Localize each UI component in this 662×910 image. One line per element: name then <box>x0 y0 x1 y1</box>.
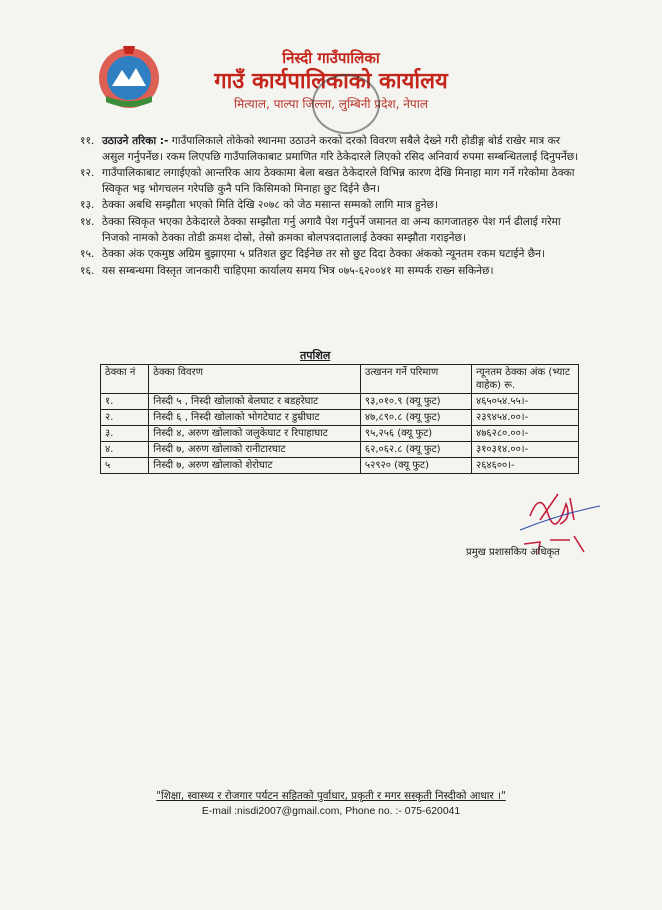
clause-number: १३. <box>80 199 95 212</box>
clause-item <box>80 198 580 214</box>
clause-list <box>80 134 580 280</box>
page-footer <box>0 788 662 820</box>
column-header: उत्खनन गर्ने परिमाण <box>360 365 471 394</box>
table-cell: ४७६२८०.००।- <box>472 426 579 442</box>
clause-label: उठाउने तरिका :- <box>102 135 169 147</box>
table-cell: ५२९२० (क्यू फुट) <box>360 458 471 474</box>
table-cell: २. <box>101 410 149 426</box>
table-row <box>101 426 579 442</box>
clause-number: १५. <box>80 248 95 261</box>
clause-number: १४. <box>80 215 95 228</box>
clause-item <box>80 215 580 246</box>
table-cell: निस्दी ६ , निस्दी खोलाको भोगटेघाट र डुम्रीघाट <box>149 410 361 426</box>
clause-number: १२. <box>80 167 95 180</box>
clause-text: ठेक्का स्विकृत भएका ठेकेदारले ठेक्का सम्झौता गर्नु अगावै पेश गर्नुपर्ने जमानत वा अन्य कागजातहरु पेश गर्न ढीलाई गरेमा निजको नामको ठेक्का तोडी क्रमश दोस्रो, तेस्रो क्रमका बोलपत्रदातालाई ठेक्का सम्झौता गराइनेछ। <box>102 215 561 244</box>
clause-number: ११. <box>80 135 95 147</box>
table-cell: ३१०३१४.००।- <box>472 442 579 458</box>
clause-text: ठेक्का अबधि सम्झौता भएको मिति देखि २०७८ को जेठ मसान्त सम्मको लागि मात्र हुनेछ। <box>102 199 438 212</box>
table-row <box>101 458 579 474</box>
clause-item <box>80 134 580 165</box>
clause-number: १६. <box>80 264 95 277</box>
table-row <box>101 410 579 426</box>
office-stamp <box>312 74 380 134</box>
table-cell: १. <box>101 394 149 410</box>
column-header: ठेक्का नं <box>101 365 149 394</box>
footer-contact: E-mail :nisdi2007@gmail.com, Phone no. :- 075-620041 <box>201 806 461 817</box>
table-cell: निस्दी ५ , निस्दी खोलाको बेलघाट र बडहरेघाट <box>149 394 361 410</box>
table-cell: ५ <box>101 458 149 474</box>
clause-text: गाउँपालिकाले तोकेको स्थानमा उठाउने करको दरको विवरण सबैले देख्ने गरी होडीङ्ग बोर्ड राखेर मात्र कर असुल गर्नुपर्नेछ। रकम लिएपछि गाउँपालिकाबाट प्रमाणित गरि ठेकेदारले लिएको रसिद अनिवार्य रुपमा सम्बन्धितलाई दिनुपर्नेछ। <box>102 135 579 163</box>
table-row <box>101 442 579 458</box>
contract-table <box>100 364 579 474</box>
table-cell: ४६५०५४.५५।- <box>472 394 579 410</box>
clause-text: यस सम्बन्धमा विस्तृत जानकारी चाहिएमा कार्यालय समय भित्र ०७५-६२००४१ मा सम्पर्क राख्न सकिनेछ। <box>102 264 494 277</box>
table-cell: ४७,८९०.८ (क्यू फुट) <box>360 410 471 426</box>
column-header: ठेक्का विवरण <box>149 365 361 394</box>
municipality-name: निस्दी गाउँपालिका <box>282 49 380 67</box>
table-cell: २६४६००।- <box>472 458 579 474</box>
clause-item <box>80 264 580 280</box>
office-name: गाउँ कार्यपालिकाको कार्यालय <box>214 69 448 94</box>
table-cell: ६२,०६२.८ (क्यू फुट) <box>360 442 471 458</box>
clause-item <box>80 247 580 263</box>
table-header-row <box>101 365 579 394</box>
clause-item <box>80 166 580 197</box>
signatory-title: प्रमुख प्रशासकिय अधिकृत <box>466 547 560 558</box>
footer-slogan: "शिक्षा, स्वास्थ्य र रोजगार पर्यटन सहितको पुर्वाधार, प्रकृती र मगर सस्कृती निस्दीको आधार ।" <box>156 790 506 802</box>
table-cell: ३. <box>101 426 149 442</box>
table-cell: २३९४५४.००।- <box>472 410 579 426</box>
table-cell: निस्दी ७, अरुण खोलाको रानीटारघाट <box>149 442 361 458</box>
table-cell: ४. <box>101 442 149 458</box>
table-title: तपशिल <box>300 349 331 362</box>
office-address: मित्याल, पाल्पा जिल्ला, लुम्बिनी प्रदेश, नेपाल <box>234 97 428 111</box>
clause-text: गाउँपालिकाबाट लगाईएको आन्तरिक आय ठेक्कामा बेला बखत ठेकेदारले विभिन्न कारण देखि मिनाहा माग गर्ने गरेकोमा ठेक्का स्विकृत भइ भोगचलन गरेपछि कुनै पनि किसिमको मिनाहा छुट दिईने छैन। <box>102 167 575 195</box>
clause-text: ठेक्का अंक एकमुष्ठ अग्रिम बुझाएमा ५ प्रतिशत छुट दिईनेछ तर सो छुट दिदा ठेक्का अंकको न्यूनतम रकम घटाईने छैन। <box>102 248 546 261</box>
table-cell: ९३,०१०.९ (क्यू फुट) <box>360 394 471 410</box>
table-cell: ९५,२५६ (क्यू फुट) <box>360 426 471 442</box>
table-cell: निस्दी ४, अरुण खोलाको जलुकेघाट र रिपाहाघाट <box>149 426 361 442</box>
table-cell: निस्दी ७, अरुण खोलाको शेरोघाट <box>149 458 361 474</box>
column-header: न्यूनतम ठेक्का अंक (भ्याट वाहेक) रू. <box>472 365 579 394</box>
table-row <box>101 394 579 410</box>
